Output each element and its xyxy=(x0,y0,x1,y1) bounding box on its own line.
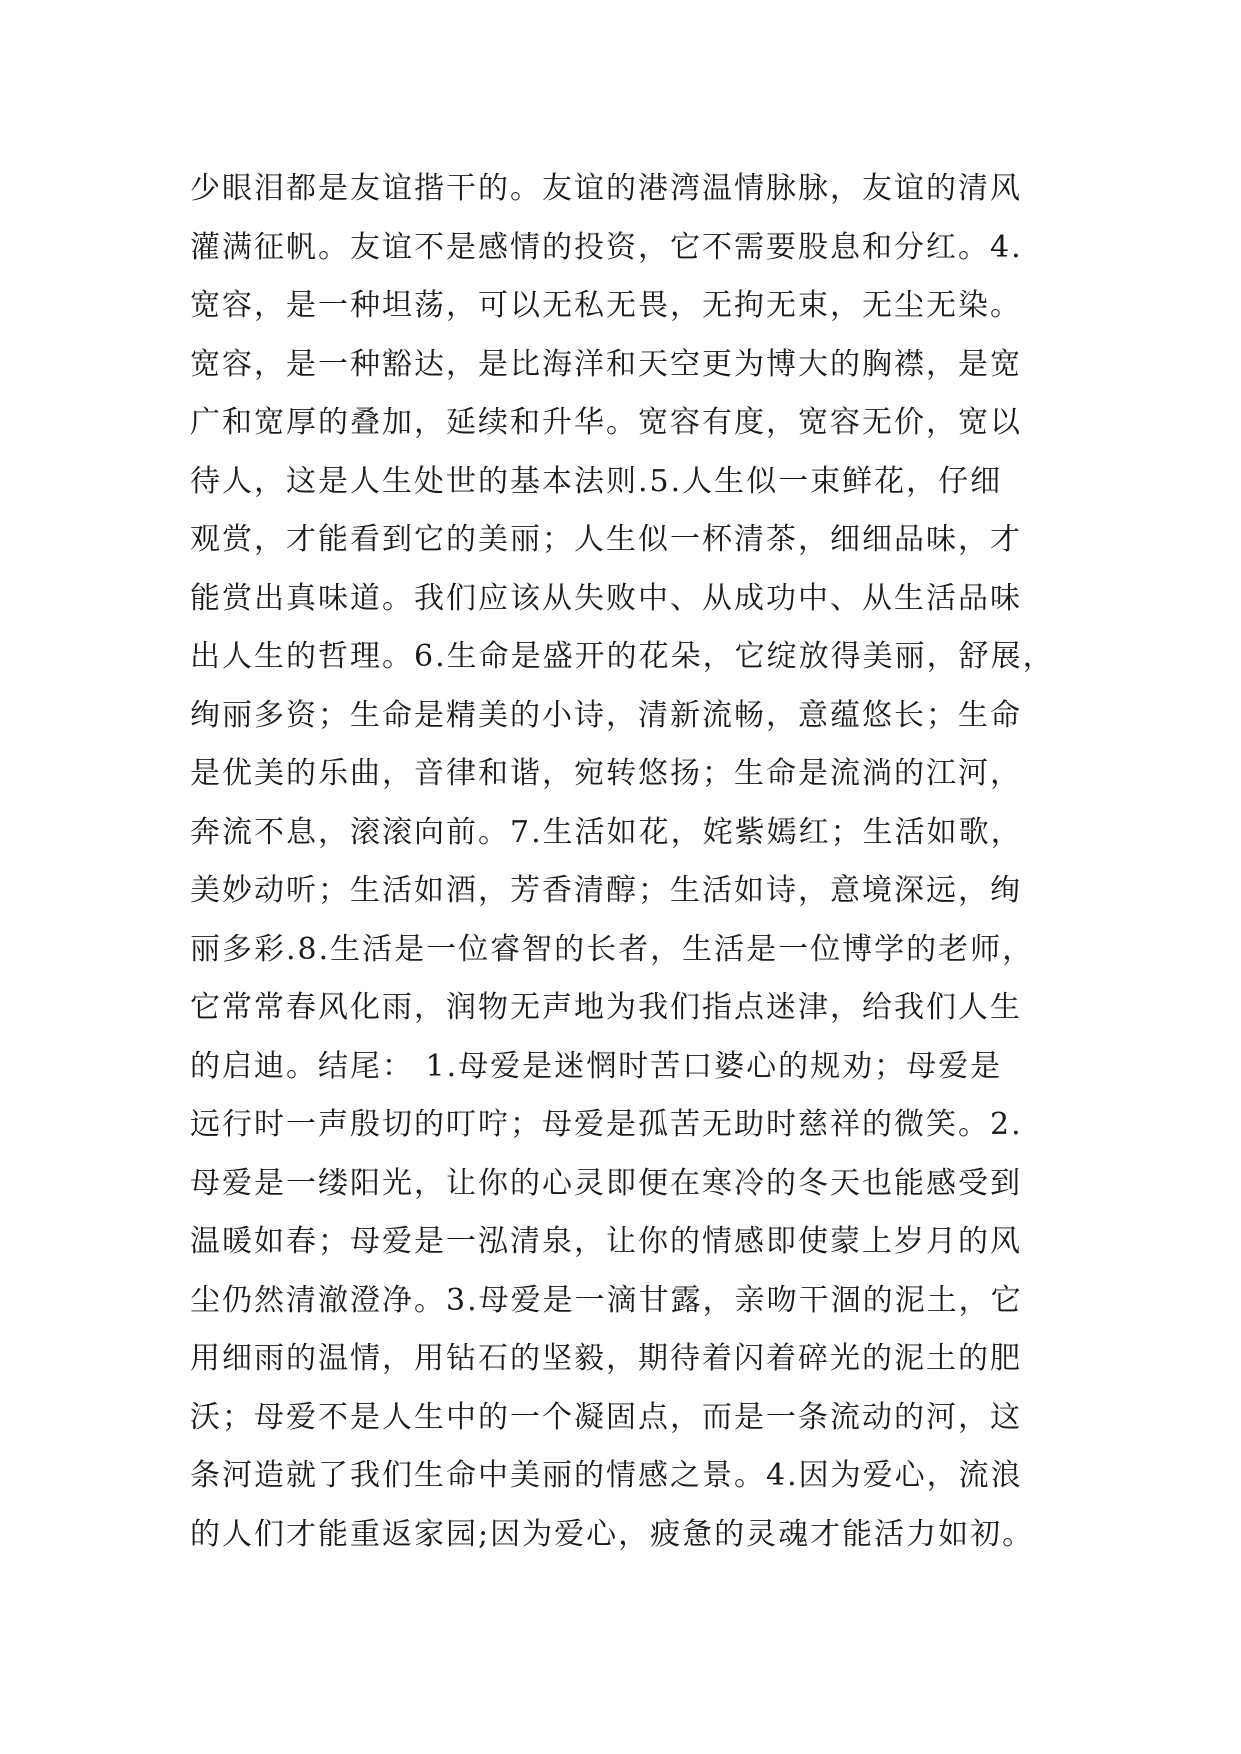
body-text xyxy=(190,160,1090,1564)
text-line: 奔流不息，滚滚向前。7.生活如花，姹紫嫣红；生活如歌， xyxy=(190,814,1023,850)
text-line: 出人生的哲理。6.生命是盛开的花朵，它绽放得美丽，舒展， xyxy=(190,639,1055,674)
text-line: 绚丽多资；生命是精美的小诗，清新流畅，意蕴悠长；生命 xyxy=(190,697,1022,733)
text-line: 宽容，是一种坦荡，可以无私无畏，无拘无束，无尘无染。 xyxy=(190,288,1022,323)
text-line: 观赏，才能看到它的美丽；人生似一杯清茶，细细品味，才 xyxy=(190,522,1022,557)
text-line: 条河造就了我们生命中美丽的情感之景。4.因为爱心，流浪 xyxy=(190,1458,1023,1493)
text-line: 宽容，是一种豁达，是比海洋和天空更为博大的胸襟，是宽 xyxy=(190,346,1022,382)
text-line: 美妙动听；生活如酒，芳香清醇；生活如诗，意境深远，绚 xyxy=(190,873,1022,908)
text-line: 待人，这是人生处世的基本法则.5.人生似一束鲜花，仔细 xyxy=(190,463,1003,499)
text-line: 少眼泪都是友谊揩干的。友谊的港湾温情脉脉，友谊的清风 xyxy=(190,171,1022,206)
text-line: 广和宽厚的叠加，延续和升华。宽容有度，宽容无价，宽以 xyxy=(190,405,1022,440)
text-line: 它常常春风化雨，润物无声地为我们指点迷津，给我们人生 xyxy=(190,990,1022,1025)
text-line: 温暖如春；母爱是一泓清泉，让你的情感即使蒙上岁月的风 xyxy=(190,1224,1022,1259)
text-line: 的启迪。结尾： 1.母爱是迷惘时苦口婆心的规劝；母爱是 xyxy=(190,1048,1003,1084)
text-line: 用细雨的温情，用钻石的坚毅，期待着闪着碎光的泥土的肥 xyxy=(190,1341,1022,1376)
text-line: 能赏出真味道。我们应该从失败中、从成功中、从生活品味 xyxy=(190,580,1022,616)
text-line: 的人们才能重返家园;因为爱心，疲惫的灵魂才能活力如初。 xyxy=(190,1516,1035,1552)
text-line: 灌满征帆。友谊不是感情的投资，它不需要股息和分红。4. xyxy=(190,229,1023,265)
text-line: 沃；母爱不是人生中的一个凝固点，而是一条流动的河，这 xyxy=(190,1399,1022,1435)
text-line: 是优美的乐曲，音律和谐，宛转悠扬；生命是流淌的江河， xyxy=(190,756,1022,791)
text-line: 丽多彩.8.生活是一位睿智的长者，生活是一位博学的老师， xyxy=(190,931,1035,967)
text-line: 远行时一声殷切的叮咛；母爱是孤苦无助时慈祥的微笑。2. xyxy=(190,1107,1023,1142)
text-line: 母爱是一缕阳光，让你的心灵即便在寒冷的冬天也能感受到 xyxy=(190,1165,1022,1201)
text-line: 尘仍然清澈澄净。3.母爱是一滴甘露，亲吻干涸的泥土，它 xyxy=(190,1282,1023,1318)
